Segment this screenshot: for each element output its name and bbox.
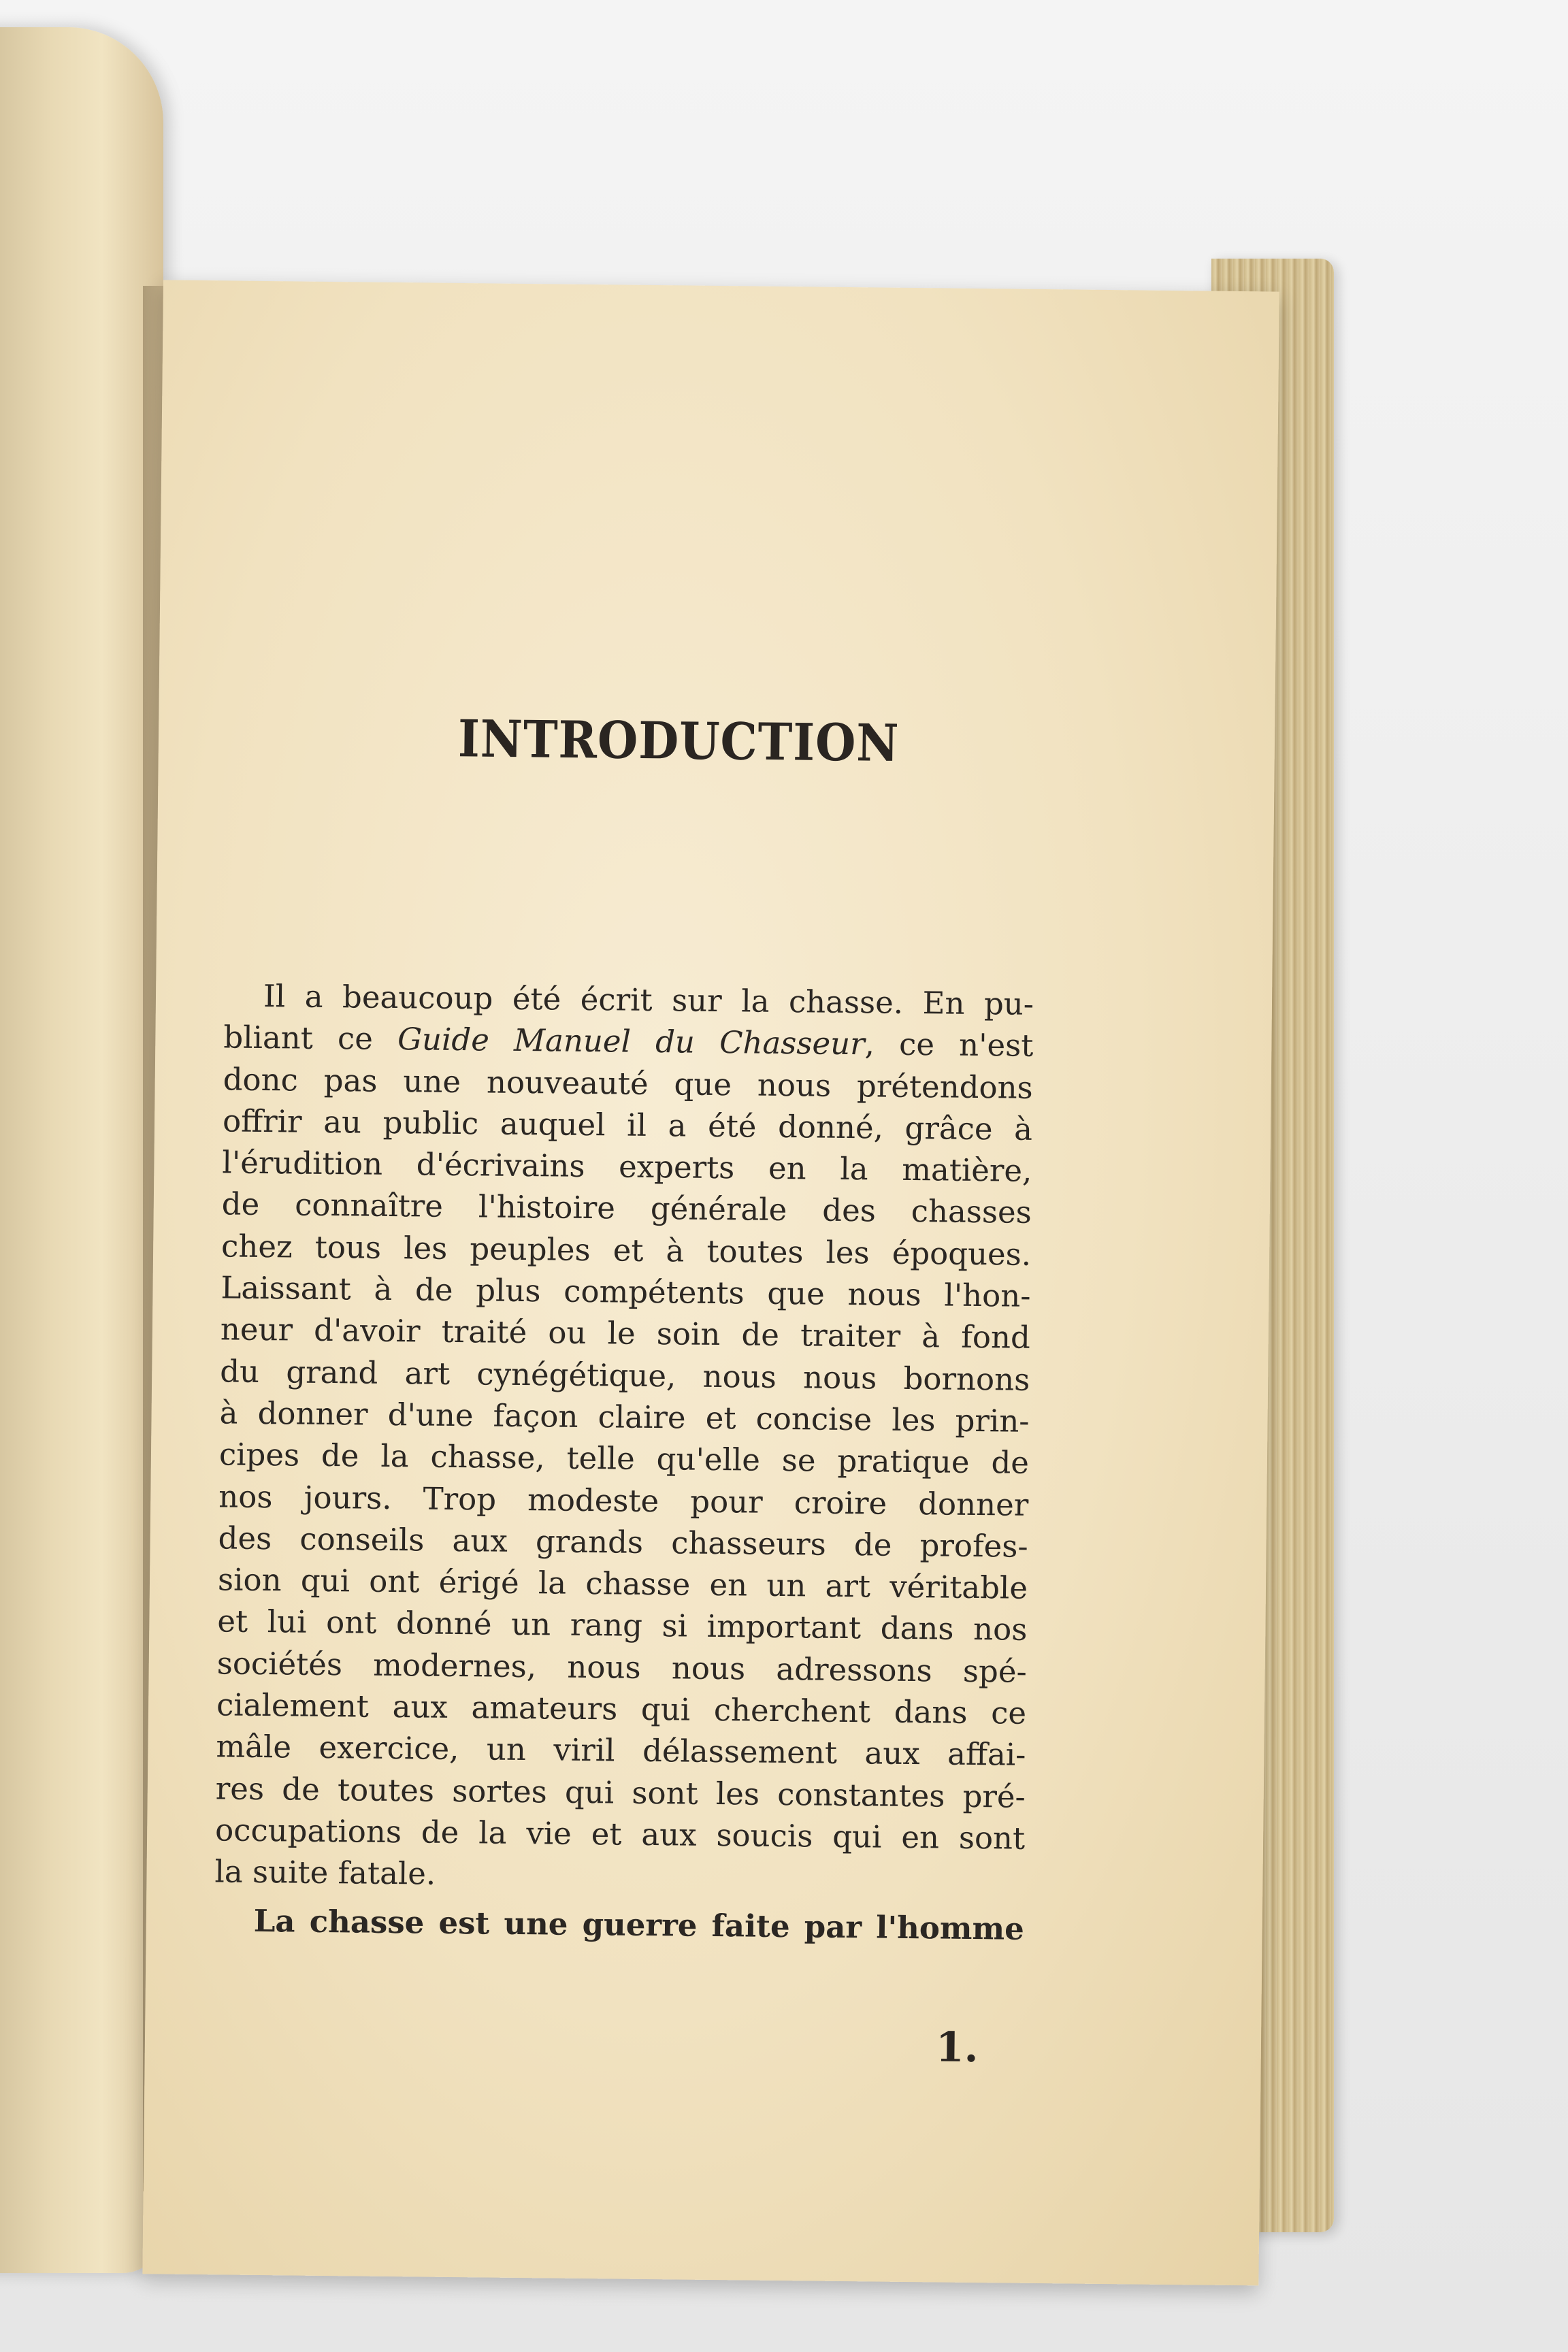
text-line: Laissant à de plus compétents que nous l'hon- [220, 1269, 1031, 1314]
page-number: 1. [935, 2023, 979, 2072]
text-line: res de toutes sortes qui sont les constantes pré- [215, 1769, 1026, 1815]
text-line: du grand art cynégétique, nous nous bornons [219, 1353, 1030, 1398]
text-line: occupations de la vie et aux soucis qui en sont [214, 1812, 1026, 1857]
text-line: cialement aux amateurs qui cherchent dans ce [216, 1686, 1027, 1731]
text-line: mâle exercice, un viril délassement aux affai- [216, 1728, 1026, 1774]
text-line: La chasse est une guerre faite par l'homme [253, 1902, 1025, 1947]
text-line: cipes de la chasse, telle qu'elle se pratique de [218, 1436, 1030, 1482]
text-line: sion qui ont érigé la chasse en un art véritable [217, 1561, 1028, 1606]
text-fragment: bliant ce [223, 1019, 374, 1057]
text-line: de connaître l'histoire générale des chasses [221, 1186, 1032, 1231]
text-line: des conseils aux grands chasseurs de profes- [218, 1520, 1028, 1565]
text-line: la suite fatale. [214, 1853, 436, 1892]
text-line: neur d'avoir traité ou le soin de traiter à fond [220, 1311, 1031, 1356]
text-line: l'érudition d'écrivains experts en la matière, [222, 1144, 1032, 1190]
text-line: donc pas une nouveauté que nous prétendons [223, 1060, 1033, 1106]
book-title-italic: Guide Manuel du Chasseur [397, 1021, 865, 1062]
text-line: sociétés modernes, nous nous adressons spé- [216, 1645, 1027, 1690]
text-line: chez tous les peuples et à toutes les époques. [220, 1228, 1032, 1273]
text-fragment: , ce n'est [864, 1026, 1034, 1064]
text-line: offrir au public auquel il a été donné, grâce à [222, 1102, 1033, 1147]
text-line: et lui ont donné un rang si important dans nos [217, 1603, 1028, 1648]
text-line: à donner d'une façon claire et concise les prin- [219, 1394, 1030, 1439]
text-line: Il a beaucoup été écrit sur la chasse. En pu- [263, 978, 1034, 1022]
left-page [0, 27, 163, 2273]
body-text [214, 975, 1034, 1949]
book-page [142, 280, 1279, 2285]
chapter-title: INTRODUCTION [457, 708, 900, 774]
text-line: nos jours. Trop modeste pour croire donner [218, 1477, 1029, 1523]
